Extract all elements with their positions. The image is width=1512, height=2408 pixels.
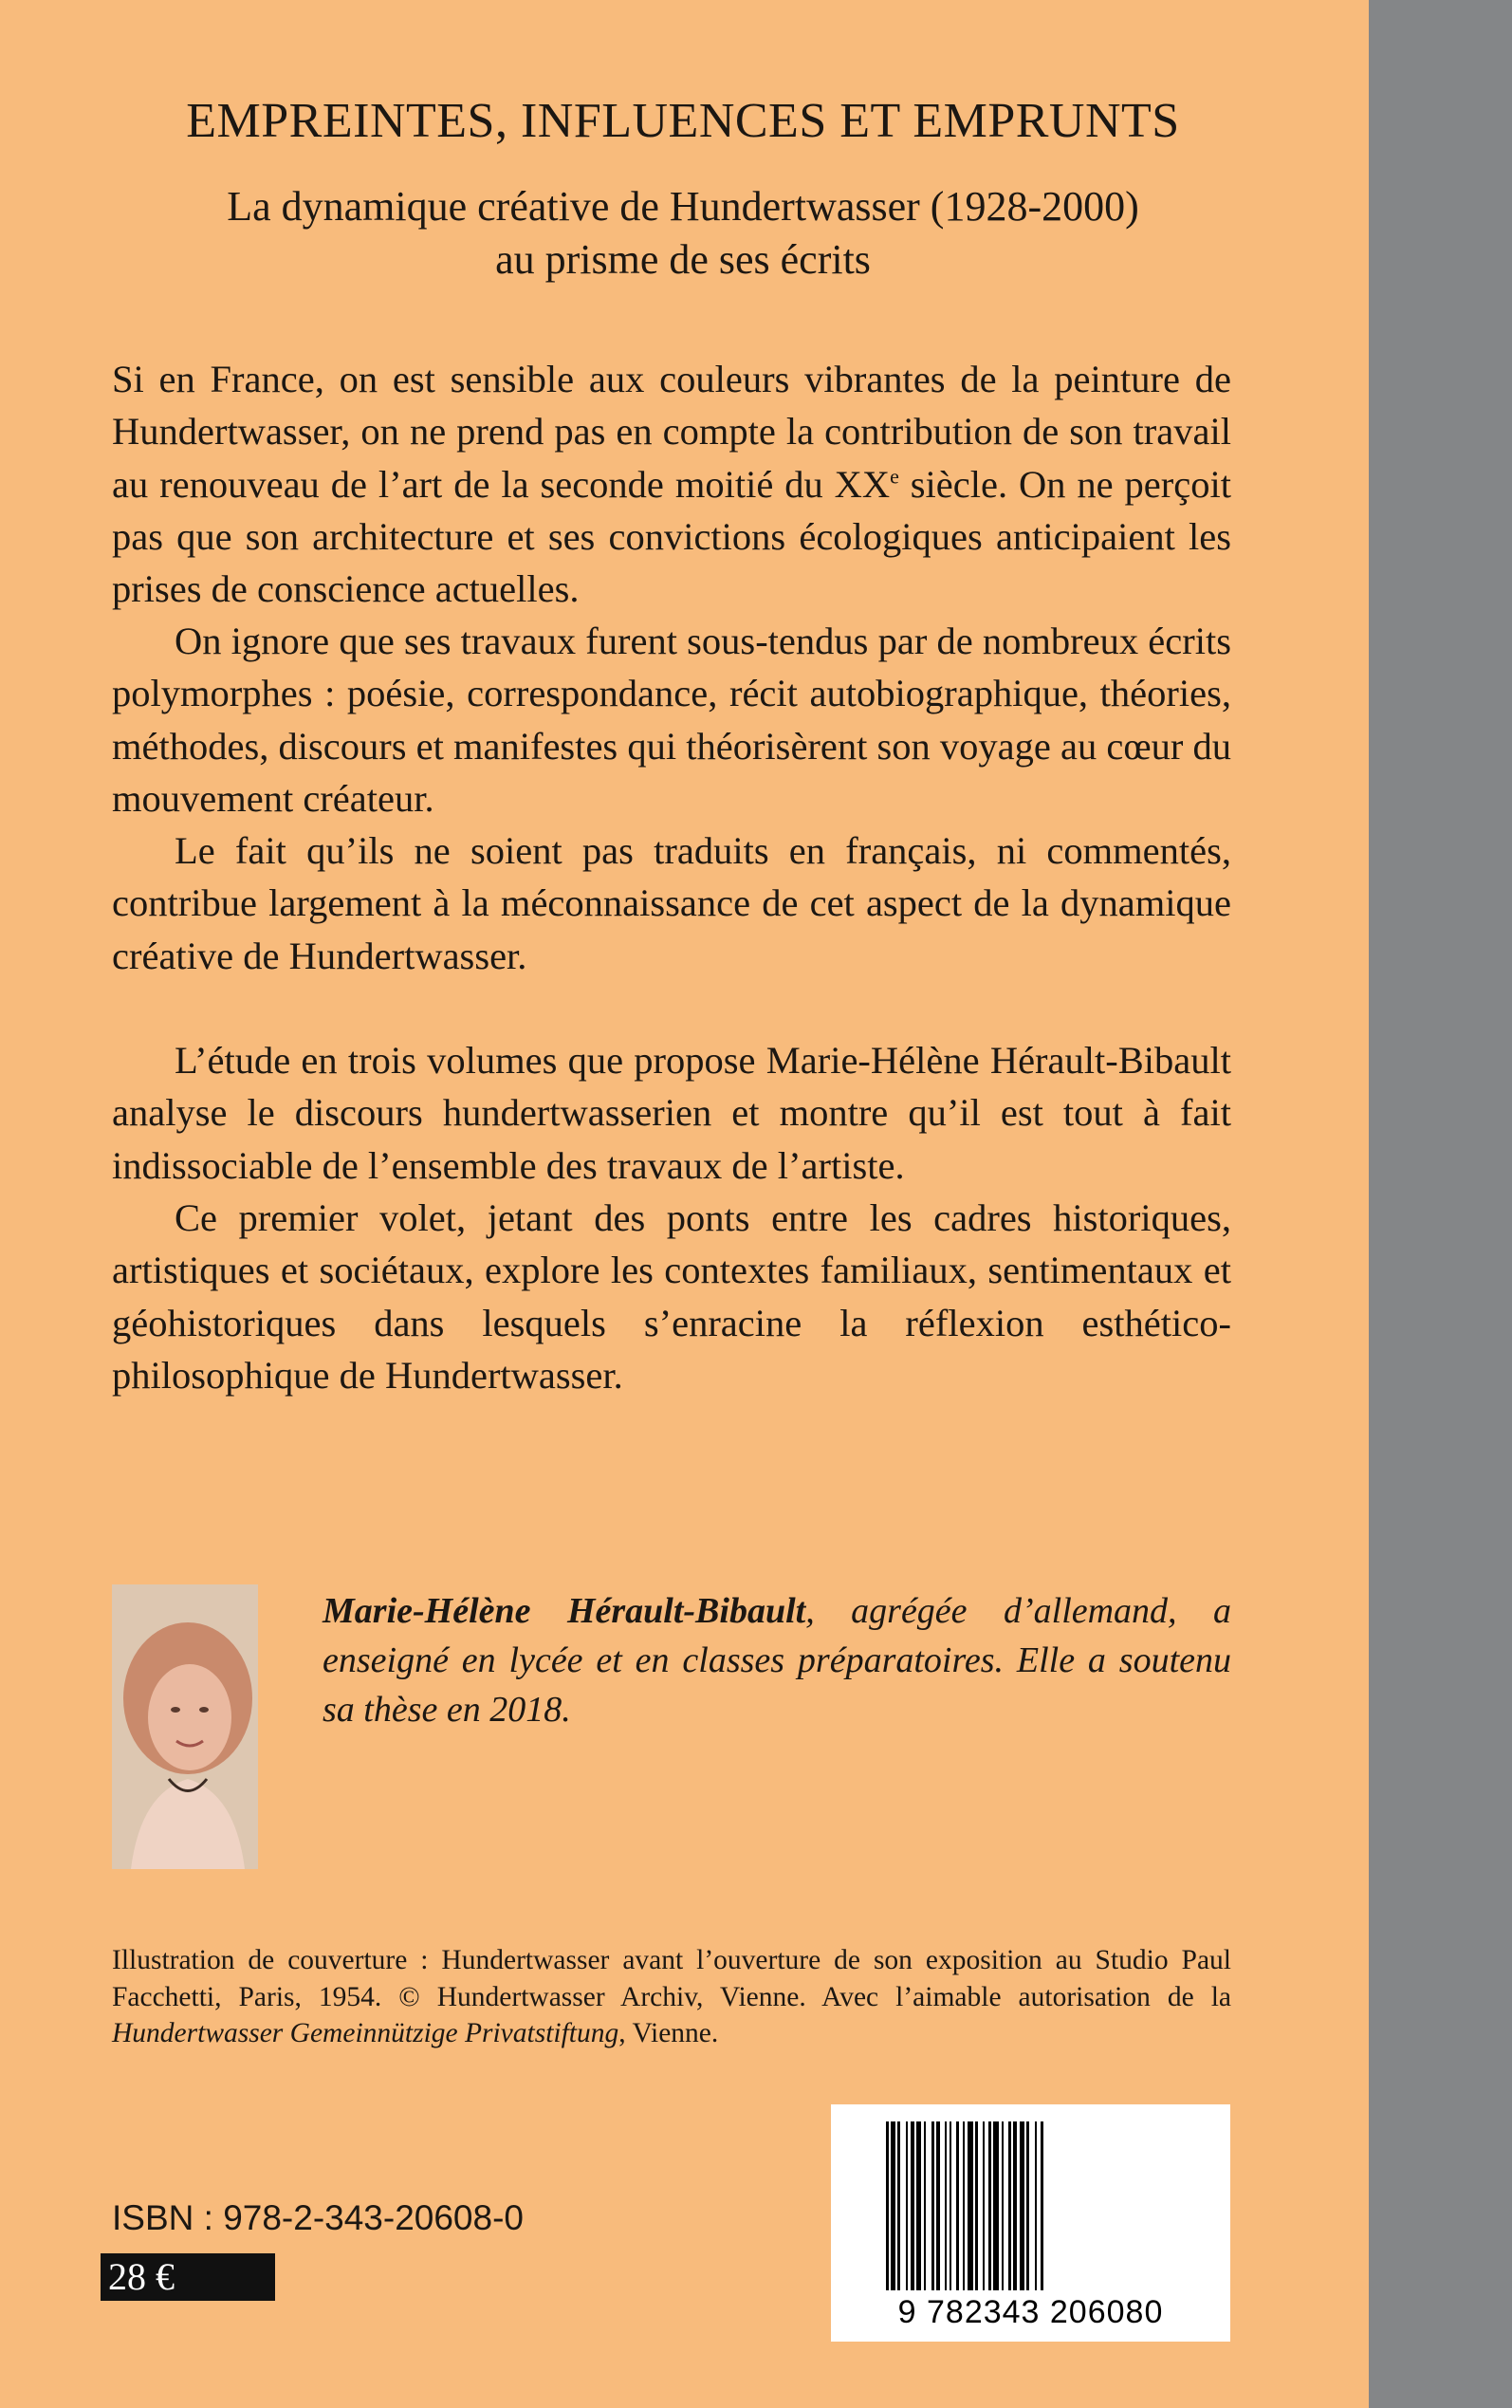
barcode-bar [931, 2121, 934, 2290]
bio-text: , agrégée d’allemand, a enseigné en lycée et en classes préparatoires. Elle a soutenu sa thèse en 2018. [323, 1591, 1231, 1730]
barcode-bar [993, 2121, 999, 2290]
isbn: ISBN : 978-2-343-20608-0 [112, 2198, 524, 2237]
price-tag: 28 € [101, 2253, 275, 2301]
barcode-bar [886, 2121, 889, 2290]
blurb-paragraph-4: L’étude en trois volumes que propose Marie-Hélène Hérault-Bibault analyse le discours hundertwasserien et montre qu’il est tout à fait indissociable de l’ensemble des travaux de l’artiste. [112, 1039, 1231, 1187]
barcode-bar [1002, 2121, 1004, 2290]
subtitle-line-1: La dynamique créative de Hundertwasser (1928-2000) [227, 183, 1139, 230]
barcode-bar [968, 2121, 973, 2290]
barcode-bar [983, 2121, 985, 2290]
barcode-bar [911, 2121, 914, 2290]
paragraph-1-text: Si en France, on est sensible aux couleurs vibrantes de la peinture de Hundertwasser, on ne prend pas en compte la contribution de son travail au renouveau de l’art de la seconde moitié du XX [112, 358, 1231, 506]
book-subtitle [57, 180, 1309, 287]
barcode [831, 2104, 1230, 2342]
blurb-paragraph-2: On ignore que ses travaux furent sous-tendus par de nombreux écrits polymorphes : poésie, correspondance, récit autobiographique, théories, méthodes, discours et manifestes qui théorisèrent son voyage au cœur du mouvement créateur. [112, 620, 1231, 820]
barcode-bar [988, 2121, 991, 2290]
author-name: Marie-Hélène Hérault-Bibault [323, 1591, 806, 1631]
barcode-bar [956, 2121, 959, 2290]
credit-text-1: Illustration de couverture : Hundertwasser avant l’ouverture de son exposition au Studio Paul Facchetti, Paris, 1954. © Hundertwasser Archiv, Vienne. Avec l’aimable autorisation de la [112, 1945, 1231, 2012]
barcode-bar [950, 2121, 951, 2290]
barcode-bar [1013, 2121, 1017, 2290]
author-photo [112, 1584, 258, 1869]
book-title: EMPREINTES, INFLUENCES ET EMPRUNTS [186, 94, 1180, 148]
barcode-bar [906, 2121, 908, 2290]
barcode-bar [1026, 2121, 1029, 2290]
barcode-bar [1020, 2121, 1024, 2290]
subtitle-line-2: au prisme de ses écrits [495, 236, 871, 283]
barcode-bar [1041, 2121, 1043, 2290]
barcode-bar [897, 2121, 900, 2290]
author-bio [323, 1586, 1231, 1734]
superscript-e: e [890, 464, 899, 489]
cover-illustration-credit [112, 1942, 1231, 2052]
barcode-bar [916, 2121, 921, 2290]
barcode-bar [963, 2121, 965, 2290]
blurb-paragraph-1 [112, 353, 1231, 615]
credit-text-2: , Vienne. [618, 2018, 719, 2048]
spine-strip [1369, 0, 1512, 2408]
barcode-bar [975, 2121, 978, 2290]
barcode-bar [891, 2121, 895, 2290]
barcode-bar [945, 2121, 947, 2290]
barcode-bar [1035, 2121, 1037, 2290]
blurb-paragraph-5: Ce premier volet, jetant des ponts entre les cadres historiques, artistiques et sociétaux, explore les contextes familiaux, sentimentaux et géohistoriques dans lesquels s’enracine la réflexion esthético-philosophique de Hundertwasser. [112, 1196, 1231, 1397]
credit-foundation: Hundertwasser Gemeinnützige Privatstiftung [112, 2018, 619, 2048]
blurb-paragraph-3: Le fait qu’ils ne soient pas traduits en français, ni commentés, contribue largement à la méconnaissance de cet aspect de la dynamique créative de Hundertwasser. [112, 829, 1231, 977]
barcode-bar [1008, 2121, 1011, 2290]
barcode-bars [831, 2104, 1230, 2294]
barcode-digits: 9 782343 206080 [897, 2294, 1164, 2330]
barcode-bar [936, 2121, 940, 2290]
barcode-bar [924, 2121, 926, 2290]
paragraph-1-end: siècle. On ne perçoit pas que son architecture et ses convictions écologiques anticipaient les prises de conscience actuelles. [112, 462, 1231, 611]
